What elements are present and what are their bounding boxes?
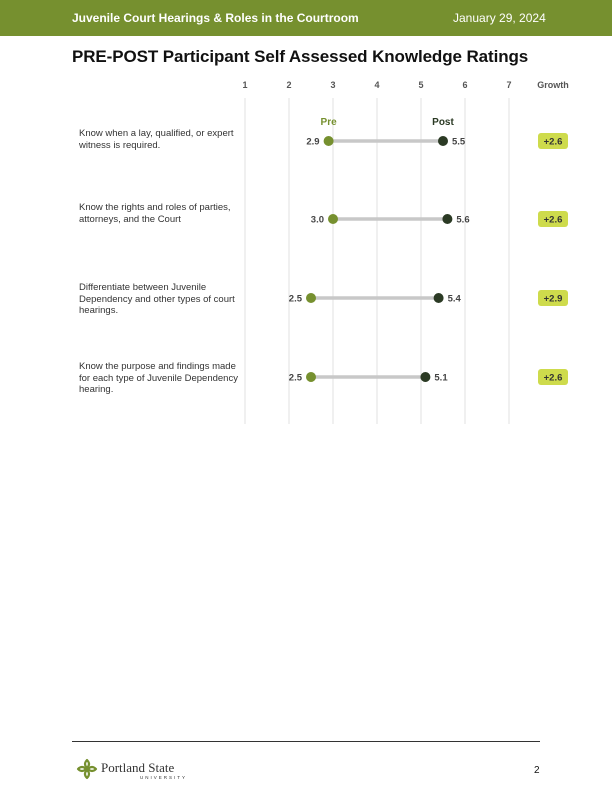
post-point xyxy=(434,293,444,303)
x-tick-label: 6 xyxy=(462,80,468,90)
x-tick-label: 3 xyxy=(330,80,336,90)
category-label: Know the purpose and findings made for each type of Juvenile Dependency hearing. xyxy=(79,361,238,395)
category-label: Know the rights and roles of parties, attorneys, and the Court xyxy=(79,202,231,225)
post-value-label: 5.1 xyxy=(434,372,448,384)
post-point xyxy=(438,136,448,146)
logo-subtitle: UNIVERSITY xyxy=(140,775,188,780)
growth-value: +2.9 xyxy=(543,293,563,305)
post-value-label: 5.4 xyxy=(447,293,461,305)
page-number: 2 xyxy=(534,765,540,776)
page-title: PRE-POST Participant Self Assessed Knowledge Ratings xyxy=(72,47,529,66)
pre-point xyxy=(324,136,334,146)
growth-value: +2.6 xyxy=(543,214,563,226)
logo-wordmark: Portland State xyxy=(101,760,175,775)
growth-header: Growth xyxy=(537,80,569,90)
category-label: Differentiate between Juvenile Dependency and other types of court hearings. xyxy=(79,282,235,316)
pre-value-label: 3.0 xyxy=(310,214,324,226)
category-label: Know when a lay, qualified, or expert witness is required. xyxy=(79,128,234,151)
header-date: January 29, 2024 xyxy=(453,11,546,25)
series-label-pre: Pre xyxy=(320,117,337,128)
footer-divider xyxy=(72,741,540,742)
x-tick-label: 7 xyxy=(506,80,512,90)
growth-value: +2.6 xyxy=(543,136,563,148)
pre-point xyxy=(306,372,316,382)
x-tick-label: 5 xyxy=(418,80,424,90)
pre-value-label: 2.5 xyxy=(288,293,302,305)
post-point xyxy=(442,214,452,224)
x-tick-label: 1 xyxy=(242,80,248,90)
pre-point xyxy=(328,214,338,224)
growth-value: +2.6 xyxy=(543,372,563,384)
header-title: Juvenile Court Hearings & Roles in the Courtroom xyxy=(72,11,359,25)
post-value-label: 5.5 xyxy=(452,136,466,148)
post-value-label: 5.6 xyxy=(456,214,470,226)
post-point xyxy=(420,372,430,382)
pre-value-label: 2.5 xyxy=(288,372,302,384)
x-tick-label: 4 xyxy=(374,80,380,90)
pre-point xyxy=(306,293,316,303)
x-tick-label: 2 xyxy=(286,80,292,90)
series-label-post: Post xyxy=(432,117,454,128)
pre-value-label: 2.9 xyxy=(306,136,320,148)
psu-leaf-logo-icon xyxy=(75,757,99,781)
